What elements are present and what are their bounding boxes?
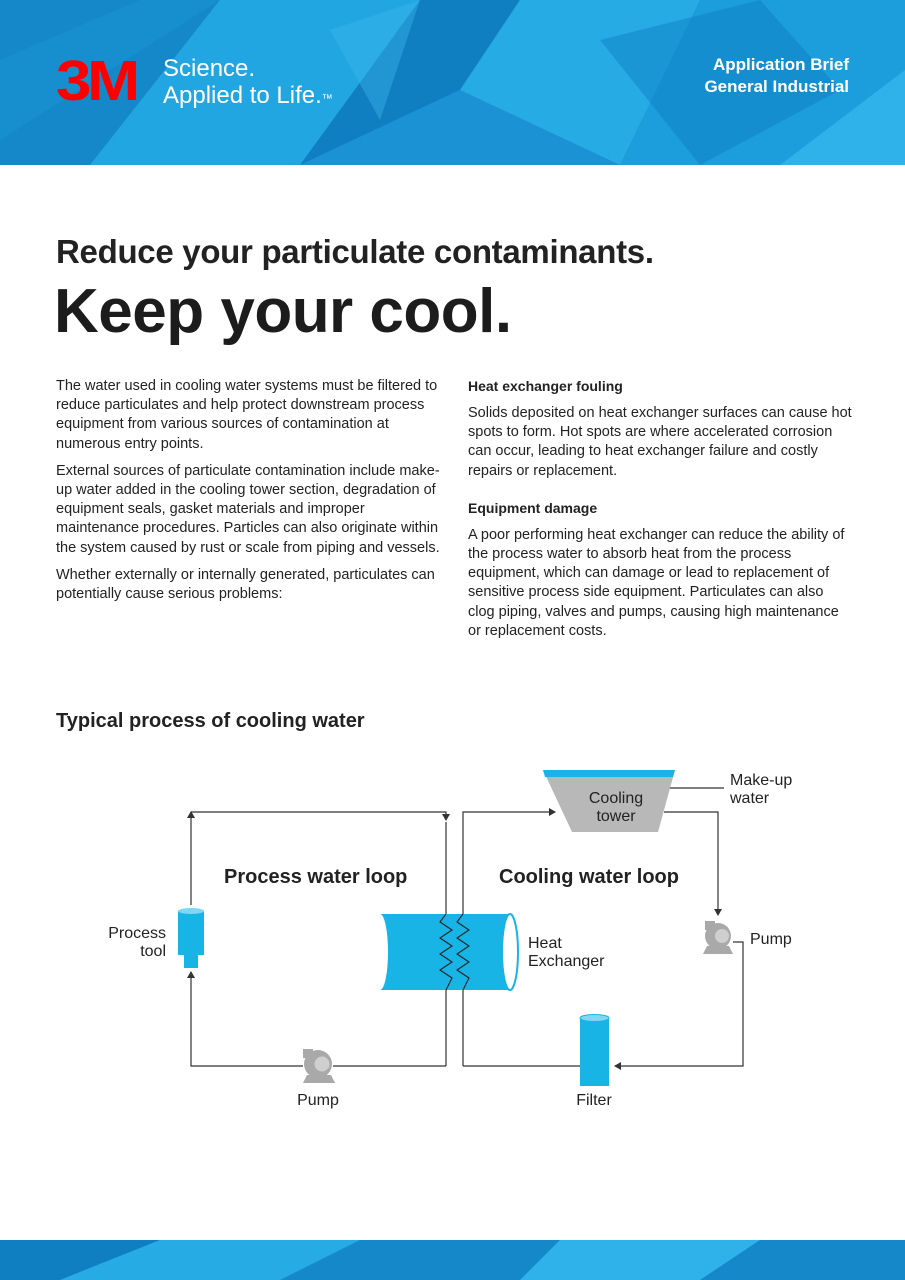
tagline-line2	[163, 82, 333, 109]
process-tool-label-1: Process	[108, 925, 166, 942]
right-column	[468, 377, 853, 649]
footer-background	[0, 1240, 905, 1280]
makeup-water-label-2: water	[730, 790, 770, 807]
cooling-tower-label-2: tower	[596, 808, 636, 825]
right-paragraph-1: Solids deposited on heat exchanger surfaces can cause hot spots to form. Hot spots are where accelerated corrosion can occur, leading to heat exchanger failure and costly repairs or replacement.	[468, 405, 852, 479]
tagline-line1: Science.	[163, 55, 256, 82]
process-tool-icon	[178, 908, 204, 968]
pump-right-icon	[703, 921, 733, 954]
filter-icon	[580, 1015, 609, 1087]
heat-exchanger-label-1: Heat	[528, 935, 562, 952]
left-column	[56, 377, 441, 612]
process-loop-label: Process water loop	[224, 866, 408, 888]
makeup-water-label-1: Make-up	[730, 772, 793, 789]
trademark: ™	[321, 93, 333, 105]
cooling-loop-label: Cooling water loop	[499, 866, 679, 888]
filter-label: Filter	[576, 1092, 612, 1109]
brand-tagline	[163, 55, 333, 109]
heading-equipment-damage: Equipment damage	[468, 499, 598, 516]
diagram-title: Typical process of cooling water	[56, 710, 365, 732]
left-paragraph-1: The water used in cooling water systems must be filtered to reduce particulates and help protect downstream process equipment from various sources of contamination at numerous entry points.	[56, 378, 438, 452]
heading-heat-exchanger-fouling: Heat exchanger fouling	[468, 378, 623, 394]
left-paragraph-3: Whether externally or internally generated, particulates can potentially cause serious problems:	[56, 566, 435, 603]
headline-big: Keep your cool.	[54, 277, 512, 346]
footer-band	[0, 1240, 905, 1280]
heat-exchanger-icon	[380, 914, 518, 990]
cooling-process-diagram	[0, 740, 905, 1120]
doc-type: Application Brief	[712, 55, 849, 74]
document-classification	[704, 54, 849, 98]
left-paragraph-2: External sources of particulate contamination include make-up water added in the cooling tower section, degradation of equipment seals, gasket materials and improper maintenance procedures. Particles can also originate within the system caused by rust or scale from piping and vessels.	[56, 462, 440, 556]
tagline-line2-text: Applied to Life.	[163, 82, 322, 109]
header-banner	[0, 0, 905, 165]
pump-bottom-icon	[303, 1049, 335, 1083]
pump-right-label: Pump	[750, 931, 792, 948]
headline: Reduce your particulate contaminants.	[56, 233, 654, 270]
3m-logo: 3M	[56, 49, 136, 113]
cooling-tower-label-1: Cooling	[588, 790, 644, 807]
doc-category: General Industrial	[704, 77, 849, 96]
pump-bottom-label: Pump	[297, 1092, 339, 1109]
process-tool-label-2: tool	[140, 943, 166, 960]
right-paragraph-2: A poor performing heat exchanger can reduce the ability of the process water to absorb heat from the process equipment, which can damage or lead to replacement of sensitive process side equipment. Particulates can also clog piping, valves and pumps, causing high maintenance or replacement costs.	[468, 526, 845, 639]
heat-exchanger-label-2: Exchanger	[528, 953, 605, 970]
